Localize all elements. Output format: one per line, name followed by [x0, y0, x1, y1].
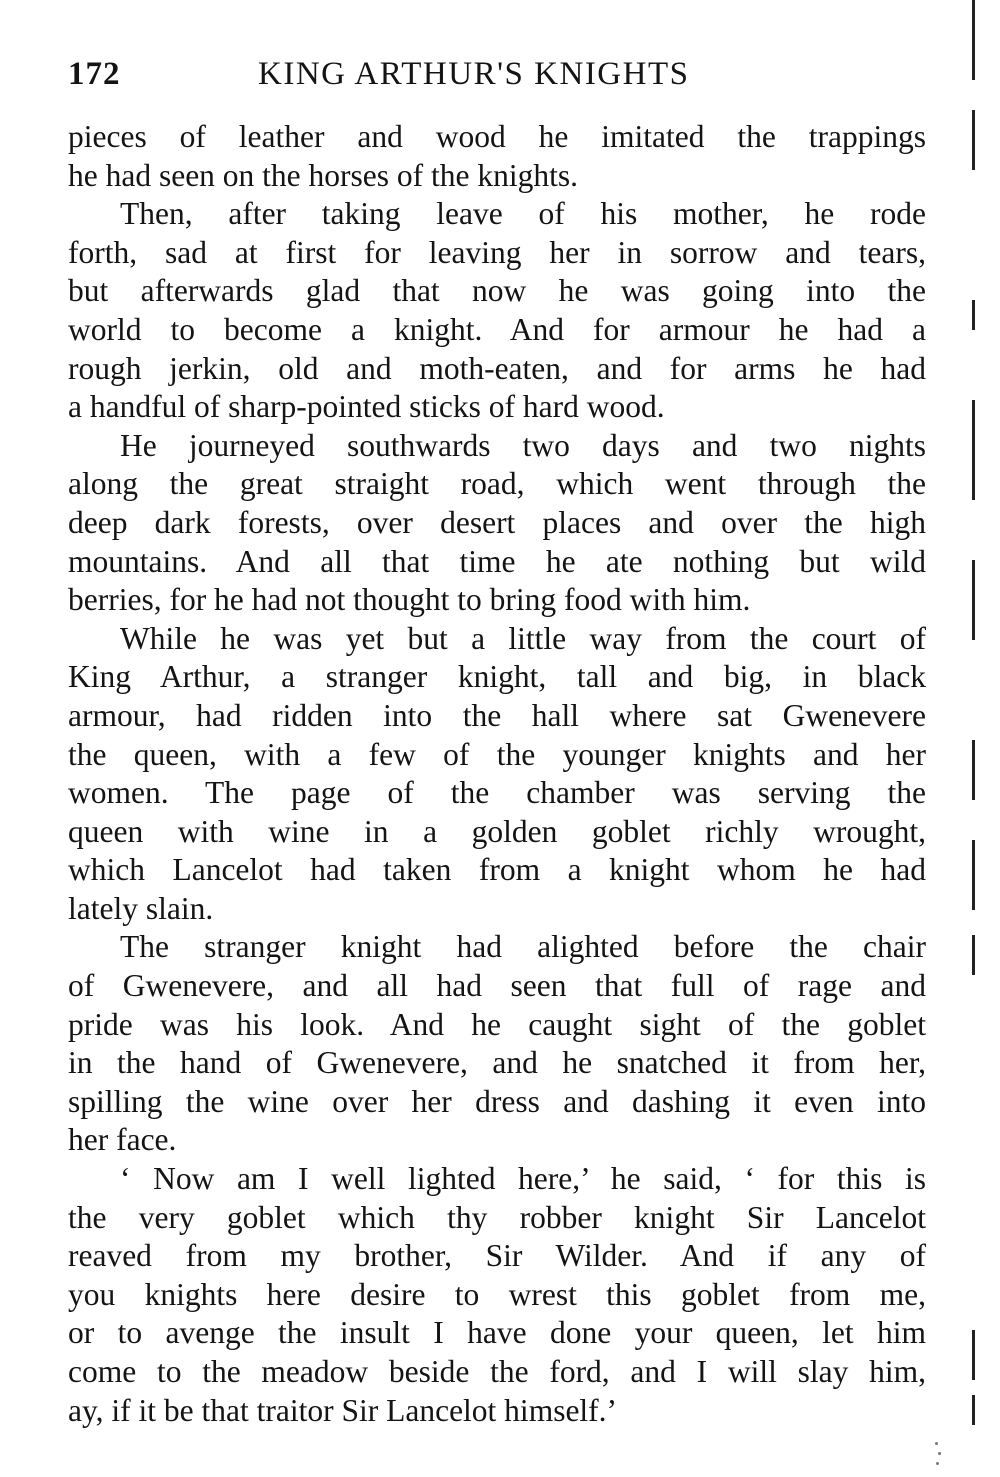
- text-line: the very goblet which thy robber knight Sir Lancelot: [68, 1199, 926, 1235]
- text-line: mountains. And all that time he ate nothing but wild: [68, 543, 926, 579]
- text-line: ‘ Now am I well lighted here,’ he said, ‘ for this is: [120, 1161, 926, 1197]
- text-line: pride was his look. And he caught sight of the goblet: [68, 1006, 926, 1042]
- text-line: come to the meadow beside the ford, and I will slay him,: [68, 1354, 926, 1389]
- text-line: or to avenge the insult I have done your queen, let him: [68, 1315, 926, 1351]
- page-edge-line: [972, 1395, 975, 1425]
- text-line: of Gwenevere, and all had seen that full of rage and: [68, 968, 926, 1004]
- text-line: pieces of leather and wood he imitated the trappings: [68, 119, 926, 154]
- page-edge-line: [972, 400, 975, 500]
- page-edge-line: [972, 300, 975, 330]
- text-line: rough jerkin, old and moth-eaten, and for arms he had: [68, 350, 926, 386]
- text-line: spilling the wine over her dress and dashing it even into: [68, 1083, 926, 1119]
- page-edge-line: [972, 1330, 975, 1380]
- text-line: lately slain.: [68, 890, 214, 926]
- text-line: The stranger knight had alighted before the chair: [120, 929, 926, 965]
- text-line: berries, for he had not thought to bring food with him.: [68, 582, 751, 618]
- body-text: [68, 118, 926, 1430]
- text-line: reaved from my brother, Sir Wilder. And if any of: [68, 1238, 926, 1274]
- text-line: the queen, with a few of the younger knights and her: [68, 736, 926, 772]
- text-line: in the hand of Gwenevere, and he snatched it from her,: [68, 1045, 926, 1081]
- text-line: He journeyed southwards two days and two nights: [120, 427, 926, 463]
- text-line: Then, after taking leave of his mother, he rode: [120, 196, 926, 232]
- text-line: women. The page of the chamber was serving the: [68, 775, 926, 811]
- running-head: KING ARTHUR'S KNIGHTS: [258, 56, 690, 92]
- scan-speck: [936, 1462, 939, 1465]
- scan-speck: [938, 1452, 941, 1455]
- scan-speck: [935, 1442, 938, 1445]
- text-line: While he was yet but a little way from the court of: [120, 620, 926, 656]
- page-number: 172: [68, 56, 121, 92]
- page-header: [68, 56, 928, 100]
- page-edge-line: [972, 740, 975, 800]
- text-line: ay, if it be that traitor Sir Lancelot himself.’: [68, 1392, 618, 1428]
- text-line: armour, had ridden into the hall where sat Gwenevere: [68, 697, 926, 733]
- text-line: deep dark forests, over desert places and over the high: [68, 504, 926, 540]
- page-edge-line: [972, 560, 975, 640]
- text-line: world to become a knight. And for armour he had a: [68, 311, 926, 347]
- text-line: King Arthur, a stranger knight, tall and big, in black: [68, 659, 926, 695]
- text-line: you knights here desire to wrest this goblet from me,: [68, 1276, 926, 1312]
- text-line: but afterwards glad that now he was going into the: [68, 273, 926, 309]
- text-line: along the great straight road, which went through the: [68, 466, 926, 502]
- text-line: her face.: [68, 1122, 177, 1158]
- text-line: queen with wine in a golden goblet richly wrought,: [68, 813, 926, 849]
- page-edge-line: [972, 840, 975, 910]
- text-line: which Lancelot had taken from a knight whom he had: [68, 852, 926, 888]
- text-line: forth, sad at first for leaving her in sorrow and tears,: [68, 234, 926, 270]
- text-line: a handful of sharp-pointed sticks of hard wood.: [68, 389, 665, 425]
- page-edge-line: [972, 110, 975, 170]
- page-edge-line: [972, 0, 975, 80]
- page-edge-line: [972, 935, 975, 975]
- text-line: he had seen on the horses of the knights.: [68, 157, 579, 193]
